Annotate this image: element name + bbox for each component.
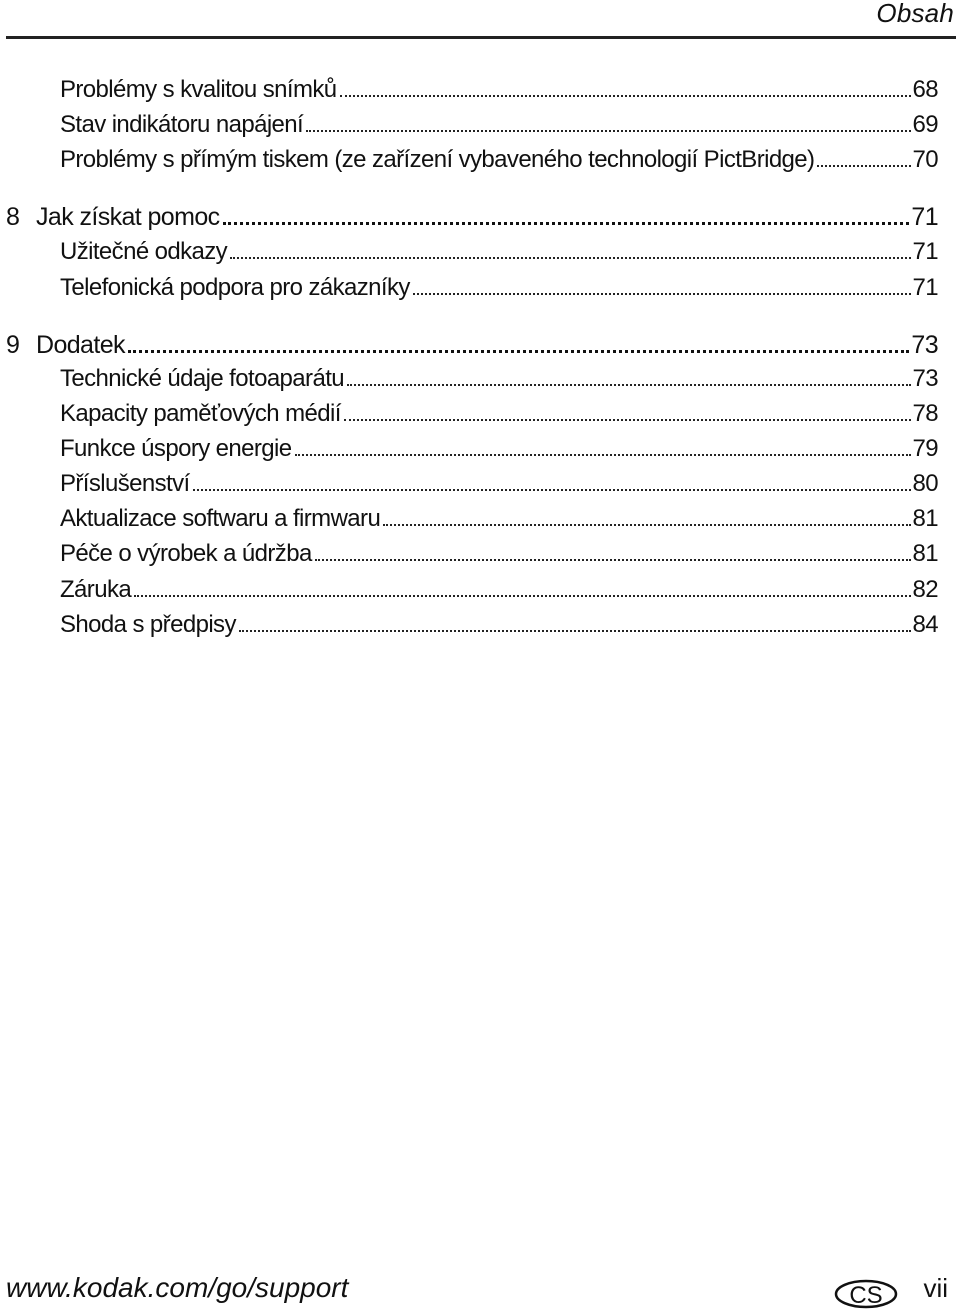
dot-leader: [383, 524, 910, 526]
toc-entry-page: 79: [912, 435, 938, 462]
language-badge-text: CS: [849, 1282, 883, 1309]
toc-entry-title: Péče o výrobek a údržba: [60, 540, 312, 567]
toc-entry-page: 68: [912, 76, 938, 103]
toc-chapter-title: Jak získat pomoc: [36, 203, 220, 231]
toc-entry-page: 80: [912, 470, 938, 497]
toc-chapter-entry[interactable]: [6, 331, 938, 363]
dot-leader: [128, 350, 909, 353]
toc-entry-title: Záruka: [60, 576, 132, 603]
toc-entry[interactable]: [60, 365, 938, 397]
toc-entry-title: Kapacity paměťových médií: [60, 400, 341, 427]
toc-entry[interactable]: [60, 274, 938, 306]
dot-leader: [340, 95, 911, 97]
toc-entry-page: 73: [911, 331, 938, 359]
dot-leader: [344, 419, 911, 421]
toc-entry-page: 71: [911, 203, 938, 231]
toc-entry[interactable]: [60, 505, 938, 537]
dot-leader: [306, 130, 910, 132]
toc-entry-page: 71: [912, 238, 938, 265]
toc-entry[interactable]: [60, 76, 938, 108]
toc-entry-title: Shoda s předpisy: [60, 611, 236, 638]
dot-leader: [817, 165, 910, 167]
toc-entry-title: Aktualizace softwaru a firmwaru: [60, 505, 381, 532]
toc-entry-page: 70: [912, 146, 938, 173]
toc-chapter-number: 9: [6, 331, 20, 359]
dot-leader: [134, 595, 910, 597]
dot-leader: [347, 384, 910, 386]
toc-entry[interactable]: [60, 611, 938, 643]
dot-leader: [223, 222, 910, 225]
language-badge: [834, 1279, 898, 1309]
toc-entry-page: 84: [912, 611, 938, 638]
toc-entry-title: Technické údaje fotoaparátu: [60, 365, 345, 392]
toc-entry-title: Stav indikátoru napájení: [60, 111, 304, 138]
toc-chapter-title: Dodatek: [36, 331, 125, 359]
toc-entry-page: 73: [912, 365, 938, 392]
toc-entry-title: Funkce úspory energie: [60, 435, 292, 462]
toc-entry[interactable]: [60, 146, 938, 178]
toc-entry-title: Užitečné odkazy: [60, 238, 228, 265]
dot-leader: [230, 257, 910, 259]
page-header-title: Obsah: [876, 0, 954, 28]
toc-chapter-number: 8: [6, 203, 20, 231]
dot-leader: [295, 454, 911, 456]
toc-entry-page: 81: [912, 505, 938, 532]
toc-entry-title: Příslušenství: [60, 470, 190, 497]
toc-entry[interactable]: [60, 576, 938, 608]
support-url-link[interactable]: www.kodak.com/go/support: [6, 1272, 349, 1303]
dot-leader: [193, 489, 911, 491]
toc-entry-page: 78: [912, 400, 938, 427]
toc-entry-page: 82: [912, 576, 938, 603]
dot-leader: [239, 630, 911, 632]
toc-entry-title: Problémy s přímým tiskem (ze zařízení vybaveného technologií PictBridge): [60, 146, 815, 173]
toc-entry[interactable]: [60, 470, 938, 502]
toc-entry[interactable]: [60, 540, 938, 572]
dot-leader: [315, 559, 911, 561]
toc-entry-page: 69: [912, 111, 938, 138]
toc-entry[interactable]: [60, 435, 938, 467]
toc-entry[interactable]: [60, 238, 938, 270]
toc-entry[interactable]: [60, 400, 938, 432]
toc-entry[interactable]: [60, 111, 938, 143]
toc-entry-page: 81: [912, 540, 938, 567]
toc-entry-page: 71: [912, 274, 938, 301]
page-number: vii: [923, 1273, 948, 1303]
toc-entry-title: Telefonická podpora pro zákazníky: [60, 274, 410, 301]
dot-leader: [413, 293, 911, 295]
toc-chapter-entry[interactable]: [6, 203, 938, 235]
toc-entry-title: Problémy s kvalitou snímků: [60, 76, 337, 103]
header-rule: [6, 36, 956, 39]
